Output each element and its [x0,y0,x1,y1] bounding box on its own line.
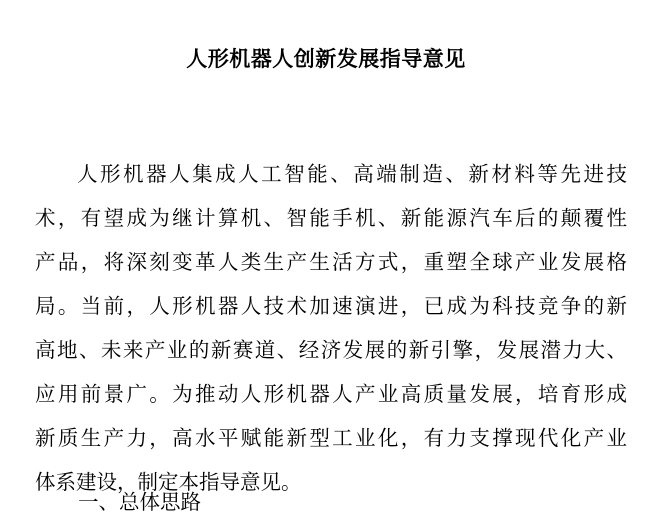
paragraph-line: 局。当前，人形机器人技术加速演进，已成为科技竞争的新 [35,294,627,318]
paragraph-line: 人形机器人集成人工智能、高端制造、新材料等先进技 [77,162,627,186]
paragraph-line: 产品，将深刻变革人类生产生活方式，重塑全球产业发展格 [35,250,627,274]
paragraph-line: 体系建设，制定本指导意见。 [35,470,302,494]
section-heading: 一、总体思路 [78,490,201,514]
body-paragraph [35,152,627,504]
paragraph-line: 术，有望成为继计算机、智能手机、新能源汽车后的颠覆性 [35,206,627,230]
document-title: 人形机器人创新发展指导意见 [186,47,466,71]
paragraph-line: 应用前景广。为推动人形机器人产业高质量发展，培育形成 [35,382,627,406]
paragraph-line: 高地、未来产业的新赛道、经济发展的新引擎，发展潜力大、 [35,338,627,362]
paragraph-line: 新质生产力，高水平赋能新型工业化，有力支撑现代化产业 [35,426,627,450]
